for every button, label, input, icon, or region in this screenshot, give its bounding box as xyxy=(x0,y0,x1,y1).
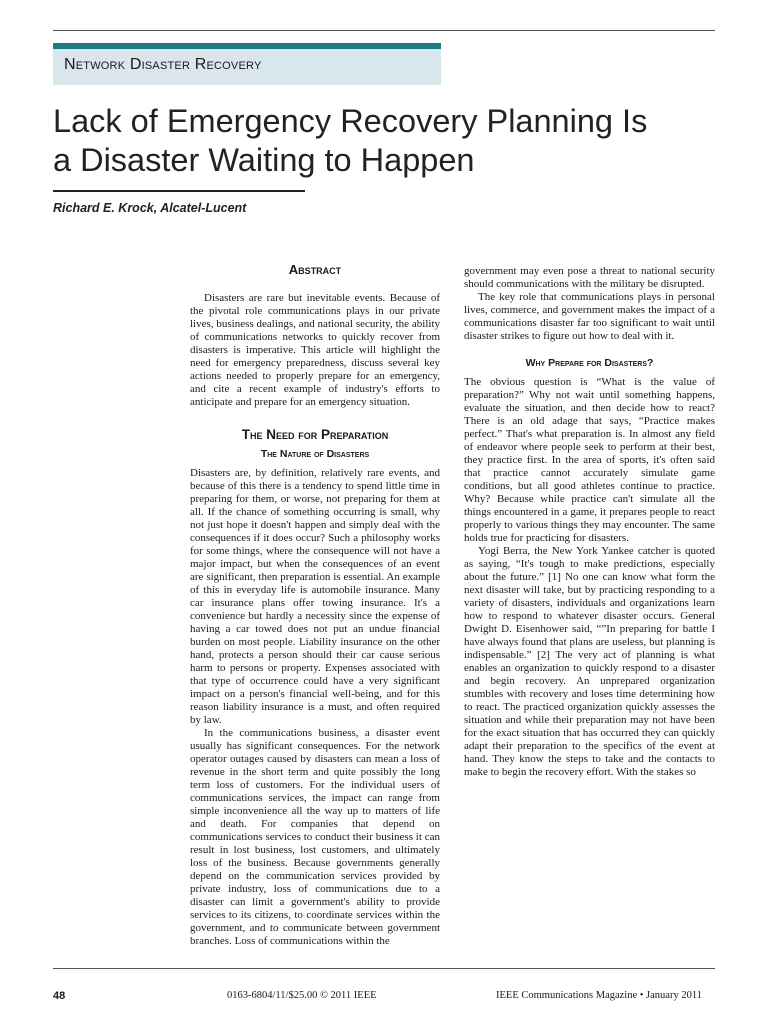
right-column xyxy=(464,265,715,779)
paragraph-nature-2-continued: government may even pose a threat to national security should communications with the military be disrupted. xyxy=(464,265,715,290)
title-rule xyxy=(53,190,305,192)
abstract-heading: Abstract xyxy=(288,262,342,277)
page-number: 48 xyxy=(53,990,66,1002)
article-title xyxy=(53,102,733,180)
paragraph-nature-3: The key role that communications plays in personal lives, commerce, and government makes the impact of a communications disaster far too significant to wait until disaster strikes to figure out how to deal with it. xyxy=(464,291,715,342)
paragraph-nature-2: In the communications business, a disaster event usually has significant consequences. For the network operator outages caused by disasters can mean a loss of revenue in the short term and quite possibly the long term loss of customers. For the individual users of communications services, the impact can range from simple inconvenience all the way up to matters of life and death. For companies that depend on communications services to conduct their business it can result in lost business, lost customers, and ultimately loss of the business. Because governments generally depend on the communication services provided by private industry, loss of communications due to a disaster can limit a government's ability to provide services to its citizens, to coordinate services within the government, and to communicate between government branches. Loss of communications within the xyxy=(190,727,440,947)
copyright-line: 0163-6804/11/$25.00 © 2011 IEEE xyxy=(227,990,377,1001)
journal-issue: IEEE Communications Magazine • January 2011 xyxy=(496,990,702,1001)
paragraph-why-2: Yogi Berra, the New York Yankee catcher is quoted as saying, “It's tough to make predictions, especially about the future.” [1] No one can know what form the next disaster will take, but by practicing responding to a variety of disasters, individuals and organizations learn how to respond to whatever disaster occurs. General Dwight D. Eisenhower said, “”In preparing for battle I have always found that plans are useless, but planning is indispensable.” [2] The very act of planning is what enables an organization to quickly respond to a disaster and begin recovery. An unprepared organization stumbles with recovery and loses time determining how to react. The practiced organization quickly assesses the situation and while their preparation may not have been for the exact situation that has occurred they can quickly adapt their preparation to the specifics of the event at hand. They know the steps to take and the contacts to make to begin the recovery effort. With the stakes so xyxy=(464,545,715,778)
section-banner xyxy=(53,43,441,85)
title-line-1: Lack of Emergency Recovery Planning Is xyxy=(53,103,648,139)
subsection-heading-nature: The Nature of Disasters xyxy=(260,448,370,460)
section-heading: The Need for Preparation xyxy=(241,427,389,442)
subsection-heading-why: Why Prepare for Disasters? xyxy=(525,357,654,369)
left-column xyxy=(190,262,440,948)
flow-area xyxy=(190,467,440,948)
bottom-rule xyxy=(53,968,715,969)
abstract-text: Disasters are rare but inevitable events. Because of the pivotal role communications plays in our private lives, business dealings, and national security, the ability of communications networks to quickly recover from disasters is imperative. This article will highlight the need for emergency preparedness, discuss several key actions needed to properly prepare for an emergency, and cite a recent example of industry's efforts to anticipate and prepare for an emergency situation. xyxy=(190,292,440,408)
flow-area-continued xyxy=(464,265,715,291)
byline: Richard E. Krock, Alcatel-Lucent xyxy=(53,201,247,215)
title-line-2: a Disaster Waiting to Happen xyxy=(53,142,475,178)
top-rule xyxy=(53,30,715,31)
paragraph-why-1: The obvious question is “What is the value of preparation?” Why not wait until something happens, evaluate the situation, and then decide how to react? There is an old adage that says, “Practice makes perfect.” That's what preparation is. In almost any field of endeavor where people seek to perform at their best, they practice first. In the area of sports, it's often said that practice cannot accurately simulate game conditions, but all good athletes continue to practice. Why? Because while practice can't simulate all the things encountered in a game, it prepares people to react properly to various things they may encounter. The same holds true for practicing for disasters. xyxy=(464,376,715,544)
section-label: Network Disaster Recovery xyxy=(64,56,262,73)
paragraph-nature-1: Disasters are, by definition, relatively rare events, and because of this there is a tendency to spend little time in preparing for them, or worse, not preparing for them at all. If the chance of something occurring is small, why not just hope it doesn't happen and simply deal with the consequences if it does occur? Such a philosophy works for some things, where the consequence will not have a major impact, but when the consequences of an event are significant, then preparation is essential. An example of this in everyday life is automobile insurance. Many car insurance plans offer towing insurance. It's a convenience but hardly a necessity since the expense of having a car towed does not put an undue financial burden on most people. Liability insurance on the other hand, protects a person should their car cause serious harm to persons or property. Expenses associated with that type of occurrence could have a very significant impact on a person's financial well-being, and for this reason liability insurance is a must, and often required by law. xyxy=(190,467,440,726)
